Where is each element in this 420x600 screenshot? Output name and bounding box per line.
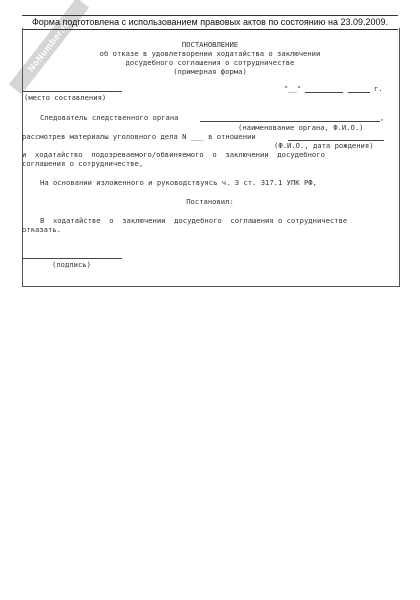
place-caption: (место составления) (24, 93, 107, 102)
date-year-line (348, 92, 370, 93)
case-line: рассмотрев материалы уголовного дела N ___ в отношении (22, 132, 256, 141)
body-line-3: и ходатайство подозреваемого/обвиняемого о заключении досудебного (22, 150, 325, 159)
body-line-4: соглашения о сотрудничестве, (22, 159, 144, 168)
header-note: Форма подготовлена с использованием правовых актов по состоянию на 23.09.2009. (22, 15, 398, 30)
legal-basis: На основании изложенного и руководствуясь ч. 3 ст. 317.1 УПК РФ, (40, 178, 317, 187)
date-month-line (305, 92, 343, 93)
investigator-line (200, 121, 380, 122)
date-day: "__" (284, 84, 302, 93)
document-subtitle-line-2: досудебного соглашения о сотрудничестве (125, 58, 295, 67)
place-line (22, 91, 122, 92)
document-form-note: (примерная форма) (173, 67, 247, 76)
decided-heading: Постановил: (186, 197, 234, 206)
date-year-suffix: г. (374, 84, 383, 93)
signature-caption: (подпись) (52, 260, 91, 269)
decision-line-1: В ходатайстве о заключении досудебного соглашения о сотрудничестве (40, 216, 348, 225)
decision-line-2: отказать. (22, 225, 61, 234)
document-title: ПОСТАНОВЛЕНИЕ (181, 40, 239, 49)
investigator-label: Следователь следственного органа (40, 113, 179, 122)
investigator-caption: (наименование органа, Ф.И.О.) (238, 123, 364, 132)
suspect-caption: (Ф.И.О., дата рождения) (274, 141, 374, 150)
document-subtitle-line-1: об отказе в удовлетворении ходатайства о заключении (99, 49, 321, 58)
signature-line (22, 258, 122, 259)
watermark-stamp: NoNumber.ru (9, 0, 89, 94)
comma: , (380, 113, 385, 122)
